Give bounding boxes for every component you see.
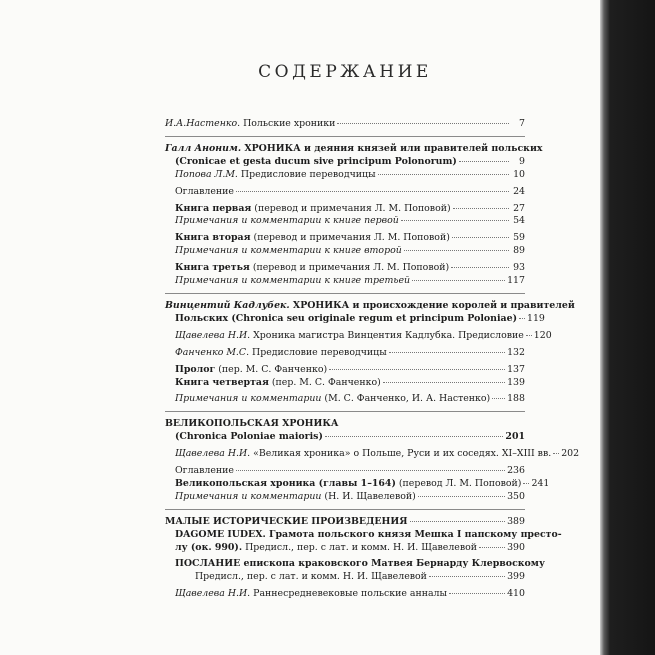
entry-author: Щавелева Н.И. [175, 448, 251, 460]
entry-title-bold: Книга вторая [175, 232, 251, 244]
section-heading[interactable] [165, 299, 575, 313]
dot-leader [519, 318, 525, 319]
section-divider [165, 136, 525, 137]
dot-leader [553, 453, 559, 454]
page-number: 137 [507, 363, 525, 375]
dot-leader [401, 220, 509, 221]
entry-title-bold: Великопольская хроника (главы 1–164) [175, 477, 396, 489]
page-number: 399 [507, 571, 525, 583]
dot-leader [526, 335, 532, 336]
toc-entry[interactable] [165, 393, 525, 406]
page-number: 132 [507, 346, 525, 358]
page-number: 389 [507, 515, 525, 527]
page-number: 390 [507, 541, 525, 553]
page-number: 236 [507, 465, 525, 477]
toc-entry[interactable] [165, 203, 525, 216]
entry-title: (Н. И. Щавелевой) [321, 490, 416, 502]
table-of-contents [165, 118, 580, 601]
section-divider [165, 411, 525, 412]
toc-entry[interactable] [165, 156, 525, 169]
toc-entry[interactable] [165, 347, 525, 360]
dot-leader [459, 161, 509, 162]
entry-title-bold: Книга третья [175, 262, 250, 274]
page-number: 10 [513, 168, 525, 180]
toc-entry[interactable] [165, 186, 525, 199]
section-heading[interactable] [165, 142, 543, 156]
page-number: 350 [507, 490, 525, 502]
entry-title: Оглавление [175, 185, 234, 197]
dot-leader [410, 521, 506, 522]
page-number: 188 [507, 393, 525, 405]
page-number: 24 [513, 185, 525, 197]
page-number: 54 [513, 215, 525, 227]
toc-entry[interactable] [165, 431, 525, 444]
dot-leader [449, 593, 505, 594]
entry-title: Примечания и комментарии к книге второй [175, 245, 402, 257]
entry-author: Щавелева Н.И. [175, 329, 251, 341]
toc-entry[interactable] [165, 329, 552, 343]
entry-title: (перевод и примечания Л. М. Поповой) [251, 202, 451, 214]
toc-entry-line[interactable] [165, 528, 562, 542]
toc-entry[interactable] [165, 312, 545, 326]
toc-entry[interactable] [165, 364, 525, 377]
entry-title-bold: ПОСЛАНИЕ епископа краковского Матвея Бернарду Клервоскому [175, 558, 545, 570]
toc-entry[interactable] [165, 588, 525, 601]
dot-leader [325, 436, 504, 437]
page-number: 7 [519, 118, 525, 129]
page-number: 27 [513, 202, 525, 214]
entry-title-bold: лу (ок. 990). [175, 541, 243, 553]
dot-leader [429, 576, 505, 577]
toc-entry[interactable] [165, 448, 580, 461]
entry-title: Примечания и комментарии к книге первой [175, 215, 399, 227]
dot-leader [523, 483, 529, 484]
entry-title: (пер. М. С. Фанченко) [268, 376, 381, 388]
entry-author: Попова Л.М. [175, 168, 238, 180]
page-number: 241 [531, 477, 550, 489]
dot-leader [418, 496, 505, 497]
entry-title-bold: DAGOME IUDEX. Грамота польского князя Мешка I папскому престо- [175, 528, 562, 540]
section-subtitle: Польских (Chronica seu originale regum et principum Poloniae) [175, 312, 517, 324]
toc-entry[interactable] [165, 465, 525, 478]
entry-title: (перевод Л. М. Поповой) [395, 477, 522, 489]
section-title: ХРОНИКА и происхождение королей и правителей [289, 299, 575, 311]
entry-author: Галл Аноним. [165, 142, 242, 154]
section-divider [165, 509, 525, 510]
toc-entry[interactable] [165, 169, 525, 182]
page-number: 119 [527, 312, 545, 324]
entry-title: Предисл., пер. с лат. и комм. Н. И. Щавелевой [195, 571, 427, 583]
page-title: СОДЕРЖАНИЕ [258, 62, 432, 82]
dot-leader [479, 547, 505, 548]
toc-entry[interactable] [165, 215, 525, 228]
toc-entry[interactable] [165, 477, 550, 491]
dot-leader [404, 250, 509, 251]
entry-title: (перевод и примечания Л. М. Поповой) [249, 262, 450, 274]
toc-entry-line[interactable] [165, 558, 545, 571]
toc-entry[interactable] [165, 232, 525, 245]
page-number: 9 [519, 155, 525, 167]
entry-title-bold: Книга четвертая [175, 376, 269, 388]
page-number: 117 [507, 275, 525, 287]
section-subtitle: (Cronicae et gesta ducum sive principum Polonorum) [175, 155, 457, 167]
toc-entry[interactable] [165, 275, 525, 288]
entry-title: (М. С. Фанченко, И. А. Настенко) [321, 393, 491, 405]
entry-title-italic: Примечания и комментарии [175, 393, 322, 405]
dot-leader [412, 280, 505, 281]
section-divider [165, 293, 525, 294]
page-binding-edge [600, 0, 655, 655]
dot-leader [329, 369, 505, 370]
entry-title: (пер. М. С. Фанченко) [215, 363, 328, 375]
page-number: 89 [513, 245, 525, 257]
dot-leader [236, 470, 505, 471]
page-number: 59 [513, 232, 525, 244]
toc-entry[interactable] [165, 491, 525, 504]
section-heading[interactable] [165, 418, 525, 431]
entry-title: Хроника магистра Винцентия Кадлубка. Предисловие [250, 329, 524, 341]
dot-leader [378, 174, 509, 175]
section-title: ХРОНИКА и деяния князей или правителей польских [241, 142, 543, 154]
dot-leader [383, 382, 505, 383]
section-title: МАЛЫЕ ИСТОРИЧЕСКИЕ ПРОИЗВЕДЕНИЯ [165, 515, 408, 527]
dot-leader [337, 123, 509, 124]
entry-author: Щавелева Н.И. [175, 588, 251, 600]
page-number: 93 [513, 262, 525, 274]
section-title: ВЕЛИКОПОЛЬСКАЯ ХРОНИКА [165, 418, 339, 430]
entry-author: И.А.Настенко. [165, 118, 241, 129]
toc-entry[interactable] [165, 245, 525, 258]
entry-title: Предисловие переводчицы [237, 168, 376, 180]
entry-title-bold: Книга первая [175, 202, 252, 214]
toc-entry[interactable] [165, 516, 525, 529]
toc-entry[interactable] [165, 118, 525, 131]
toc-entry[interactable] [165, 571, 525, 584]
entry-title: (перевод и примечания Л. М. Поповой) [250, 232, 450, 244]
page-number: 120 [533, 329, 552, 341]
entry-title: Предисл., пер. с лат. и комм. Н. И. Щавелевой [242, 541, 478, 553]
entry-author: Винцентий Кадлубек. [165, 299, 290, 311]
dot-leader [453, 208, 509, 209]
entry-title: Примечания и комментарии к книге третьей [175, 275, 411, 287]
dot-leader [452, 237, 509, 238]
dot-leader [451, 267, 509, 268]
toc-entry[interactable] [165, 542, 525, 555]
entry-title-italic: Примечания и комментарии [175, 490, 322, 502]
entry-title: Предисловие переводчицы [249, 346, 387, 358]
page-number: 201 [505, 431, 525, 443]
dot-leader [492, 398, 505, 399]
dot-leader [236, 191, 509, 192]
entry-title: Раннесредневековые польские анналы [250, 588, 447, 600]
page-number: 139 [507, 376, 525, 388]
entry-title: «Великая хроника» о Польше, Руси и их соседях. XI–XIII вв. [250, 448, 552, 460]
page-number: 410 [507, 588, 525, 600]
page-number: 202 [561, 448, 580, 460]
entry-title: Польские хроники [240, 118, 336, 129]
entry-title-bold: Пролог [175, 363, 216, 375]
entry-title: Оглавление [175, 465, 234, 477]
section-subtitle: (Chronica Poloniae maioris) [175, 431, 323, 443]
toc-entry[interactable] [165, 377, 525, 390]
dot-leader [389, 352, 505, 353]
entry-author: Фанченко М.С. [175, 346, 250, 358]
toc-entry[interactable] [165, 262, 525, 275]
